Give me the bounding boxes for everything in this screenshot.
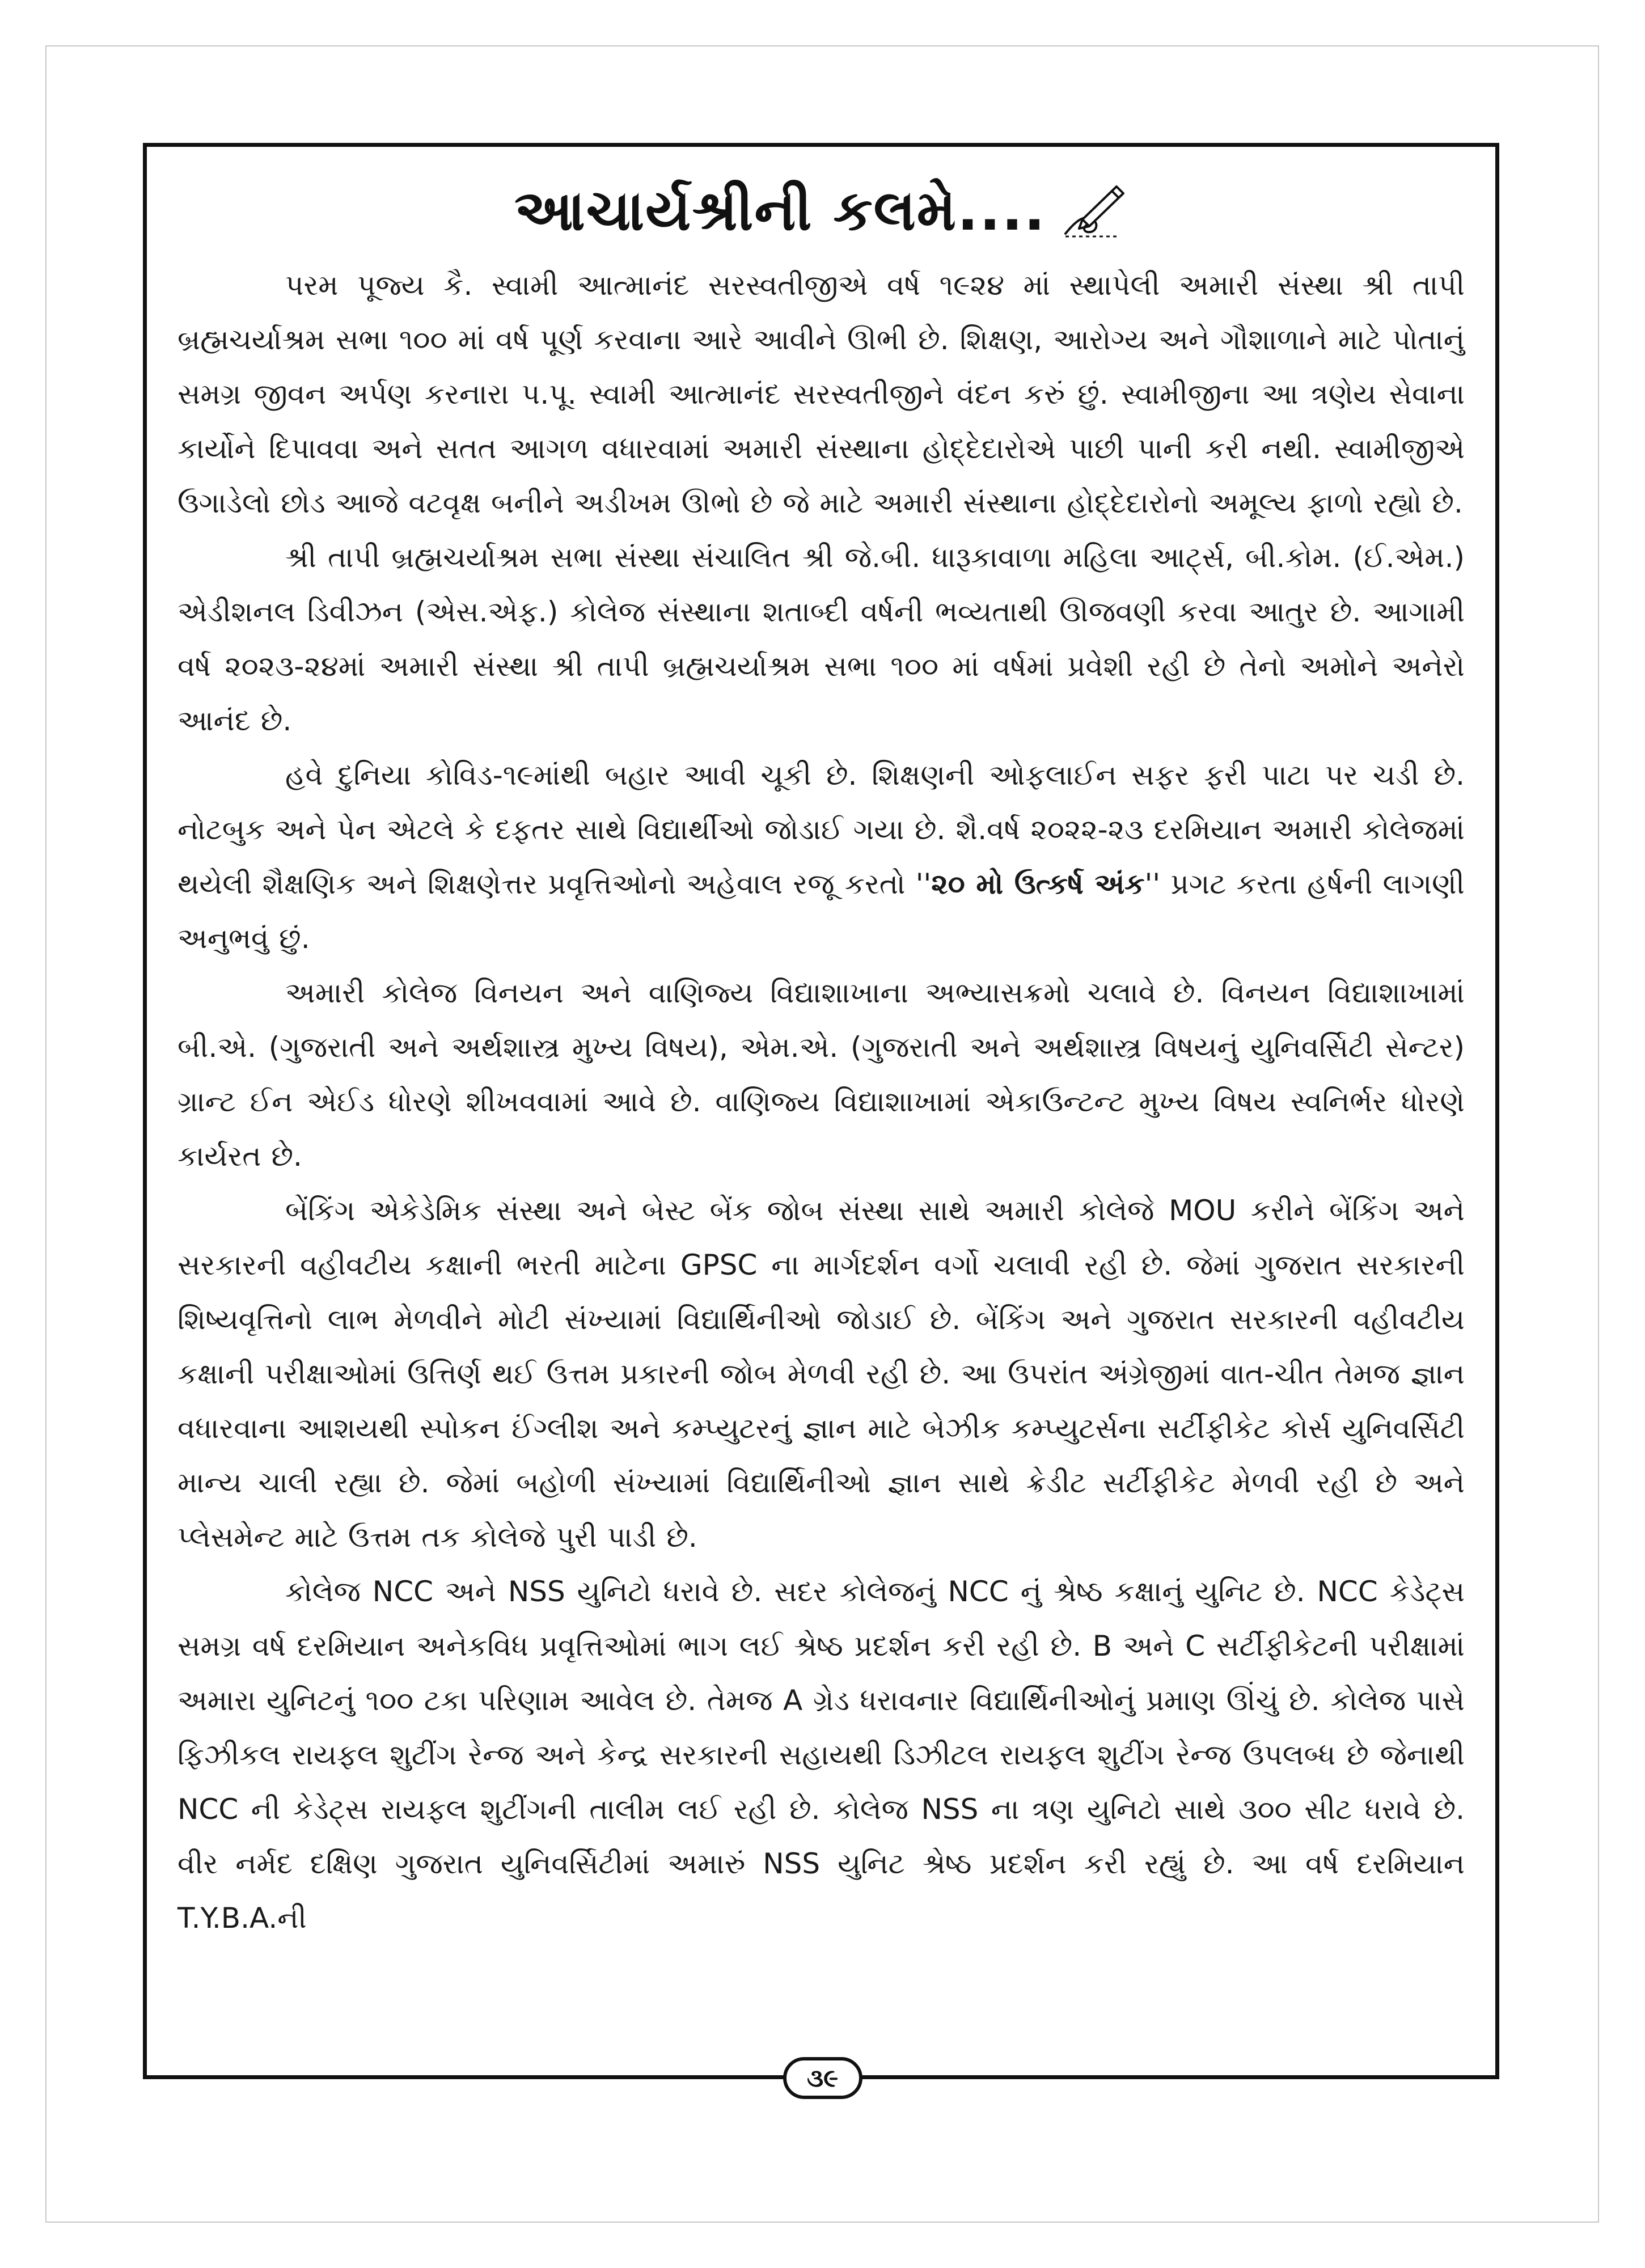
paragraph-4: અમારી કોલેજ વિનયન અને વાણિજ્ય વિદ્યાશાખાના અભ્યાસક્રમો ચલાવે છે. વિનયન વિદ્યાશાખામાં બી.એ. (ગુજરાતી અને અર્થશાસ્ત્ર મુખ્ય વિષય), એમ.એ. (ગુજરાતી અને અર્થશાસ્ત્ર વિષયનું યુનિવર્સિટી સેન્ટર) ગ્રાન્ટ ઈન એઈડ ધોરણે શીખવવામાં આવે છે. વાણિજ્ય વિદ્યાશાખામાં એકાઉન્ટન્ટ મુખ્ય વિષય સ્વનિર્ભર ધોરણે કાર્યરત છે.	[177, 976, 1465, 1173]
page-number-badge	[783, 2057, 862, 2099]
paragraph-3	[177, 748, 1465, 966]
page-number: ૩૯	[806, 2063, 839, 2093]
paragraph-5: બેંકિંગ એકેડેમિક સંસ્થા અને બેસ્ટ બેંક જોબ સંસ્થા સાથે અમારી કોલેજે MOU કરીને બેંકિંગ અને સરકારની વહીવટીય કક્ષાની ભરતી માટેના GPSC ના માર્ગદર્શન વર્ગો ચલાવી રહી છે. જેમાં ગુજરાત સરકારની શિષ્યવૃત્તિનો લાભ મેળવીને મોટી સંખ્યામાં વિદ્યાર્થિનીઓ જોડાઈ છે. બેંકિંગ અને ગુજરાત સરકારની વહીવટીય કક્ષાની પરીક્ષાઓમાં ઉત્તિર્ણ થઈ ઉત્તમ પ્રકારની જોબ મેળવી રહી છે. આ ઉપરાંત અંગ્રેજીમાં વાત-ચીત તેમજ જ્ઞાન વધારવાના આશયથી સ્પોકન ઈંગ્લીશ અને કમ્પ્યુટરનું જ્ઞાન માટે બેઝીક કમ્પ્યુટર્સના સર્ટીફીકેટ કોર્સ યુનિવર્સિટી માન્ય ચાલી રહ્યા છે. જેમાં બહોળી સંખ્યામાં વિદ્યાર્થિનીઓ જ્ઞાન સાથે ક્રેડીટ સર્ટીફીકેટ મેળવી રહી છે અને પ્લેસમેન્ટ માટે ઉત્તમ તક કોલેજે પુરી પાડી છે.	[177, 1194, 1465, 1554]
paragraph-6: કોલેજ NCC અને NSS યુનિટો ધરાવે છે. સદર કોલેજનું NCC નું શ્રેષ્ઠ કક્ષાનું યુનિટ છે. NCC કેડેટ્સ સમગ્ર વર્ષ દરમિયાન અનેકવિધ પ્રવૃત્તિઓમાં ભાગ લઈ શ્રેષ્ઠ પ્રદર્શન કરી રહી છે. B અને C સર્ટીફીકેટની પરીક્ષામાં અમારા યુનિટનું ૧૦૦ ટકા પરિણામ આવેલ છે. તેમજ A ગ્રેડ ધરાવનાર વિદ્યાર્થિનીઓનું પ્રમાણ ઊંચું છે. કોલેજ પાસે ફિઝીકલ રાયફલ શુટીંગ રેન્જ અને કેન્દ્ર સરકારની સહાયથી ડિઝીટલ રાયફલ શુટીંગ રેન્જ ઉપલબ્ધ છે જેનાથી NCC ની કેડેટ્સ રાયફલ શુટીંગની તાલીમ લઈ રહી છે. કોલેજ NSS ના ત્રણ યુનિટો સાથે ૩૦૦ સીટ ધરાવે છે. વીર નર્મદ દક્ષિણ ગુજરાત યુનિવર્સિટીમાં અમારું NSS યુનિટ શ્રેષ્ઠ પ્રદર્શન કરી રહ્યું છે. આ વર્ષ દરમિયાન T.Y.B.A.ની	[177, 1575, 1465, 1935]
title-row	[177, 168, 1465, 253]
paragraph-3-bold: ૨૦ મો ઉત્કર્ષ અંક	[931, 868, 1145, 900]
paragraph-1: પરમ પૂજ્ય કૈ. સ્વામી આત્માનંદ સરસ્વતીજીએ વર્ષ ૧૯૨૪ માં સ્થાપેલી અમારી સંસ્થા શ્રી તાપી બ્રહ્મચર્યાશ્રમ સભા ૧૦૦ માં વર્ષ પૂર્ણ કરવાના આરે આવીને ઊભી છે. શિક્ષણ, આરોગ્ય અને ગૌશાળાને માટે પોતાનું સમગ્ર જીવન અર્પણ કરનારા પ.પૂ. સ્વામી આત્માનંદ સરસ્વતીજીને વંદન કરું છું. સ્વામીજીના આ ત્રણેય સેવાના કાર્યોને દિપાવવા અને સતત આગળ વધારવામાં અમારી સંસ્થાના હોદ્દેદારોએ પાછી પાની કરી નથી. સ્વામીજીએ ઉગાડેલો છોડ આજે વટવૃક્ષ બનીને અડીખમ ઊભો છે જે માટે અમારી સંસ્થાના હોદ્દેદારોનો અમૂલ્ય ફાળો રહ્યો છે.	[177, 269, 1465, 519]
paragraph-3-text-before: હવે દુનિયા કોવિડ-૧૯માંથી બહાર આવી ચૂકી છે. શિક્ષણની ઓફલાઈન સફર ફરી પાટા પર ચડી છે. નોટબુક અને પેન એટલે કે દફતર સાથે વિદ્યાર્થીઓ જોડાઈ ગયા છે. શૈ.વર્ષ ૨૦૨૨-૨૩ દરમિયાન અમારી કોલેજમાં થયેલી શૈક્ષણિક અને શિક્ષણેત્તર પ્રવૃત્તિઓનો અહેવાલ રજૂ કરતો ''	[177, 759, 1465, 900]
paragraph-2: શ્રી તાપી બ્રહ્મચર્યાશ્રમ સભા સંસ્થા સંચાલિત શ્રી જે.બી. ધારૂકાવાળા મહિલા આર્ટ્સ, બી.કોમ. (ઈ.એમ.) એડીશનલ ડિવીઝન (એસ.એફ.) કોલેજ સંસ્થાના શતાબ્દી વર્ષની ભવ્યતાથી ઊજવણી કરવા આતુર છે. આગામી વર્ષ ૨૦૨૩-૨૪માં અમારી સંસ્થા શ્રી તાપી બ્રહ્મચર્યાશ્રમ સભા ૧૦૦ માં વર્ષમાં પ્રવેશી રહી છે તેનો અમોને અનેરો આનંદ છે.	[177, 541, 1465, 737]
article-box	[143, 143, 1499, 2079]
paragraph-3-text-after: '' પ્રગટ કરતા હર્ષની લાગણી અનુભવું છું.	[177, 868, 1465, 955]
page-title: આચાર્યશ્રીની કલમે....	[514, 178, 1046, 243]
pen-writing-icon	[1060, 180, 1128, 242]
